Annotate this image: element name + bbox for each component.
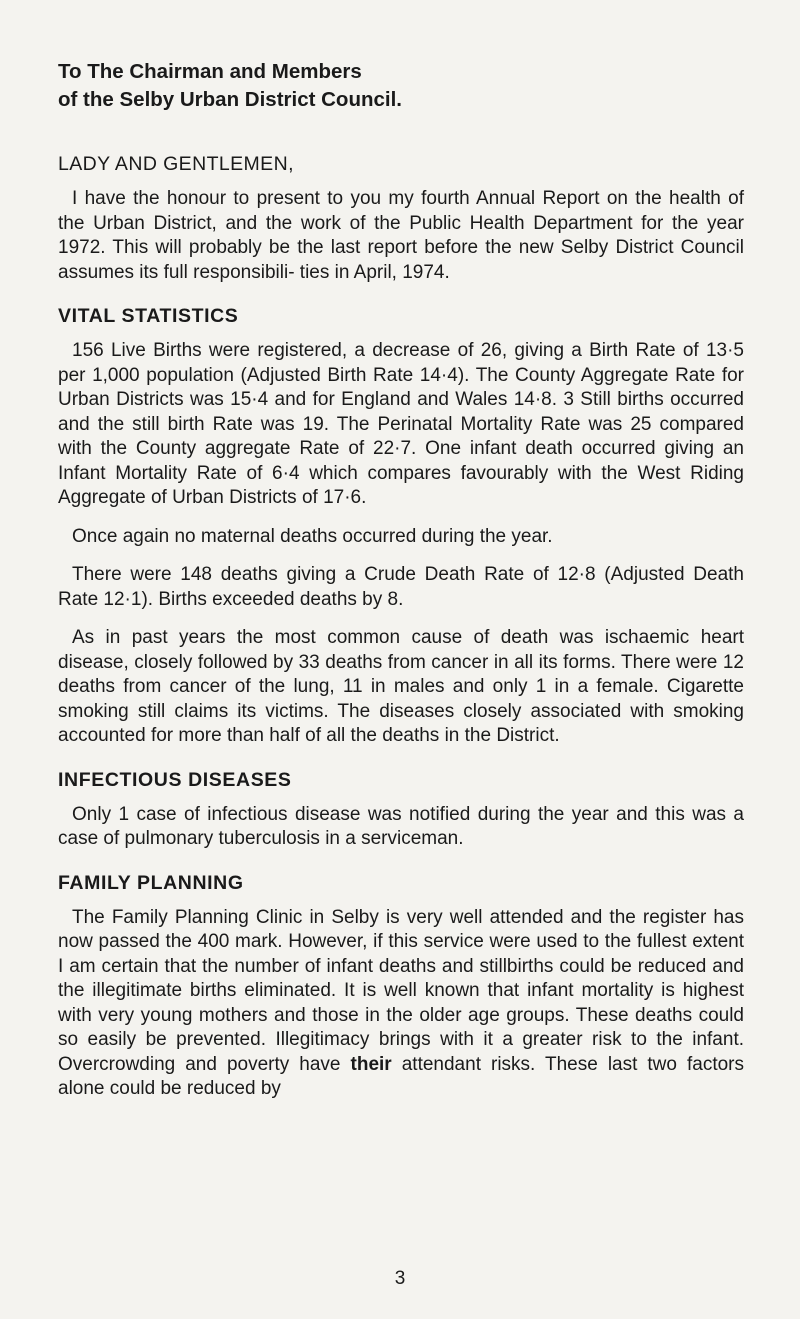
addressee-line-2: of the Selby Urban District Council.: [58, 88, 402, 111]
family-planning-heading: FAMILY PLANNING: [58, 871, 244, 894]
addressee-line-1: To The Chairman and Members: [58, 60, 362, 83]
page-number: 3: [394, 1268, 406, 1289]
vital-statistics-paragraph: 156 Live Births were registered, a decrease of 26, giving a Birth Rate of 13·5 per 1,000 population (Adjusted Birth Rate 14·4). The County Aggregate Rate for Urban Districts was 15·4 and for England and Wales 14·8. 3 Still births occurred and the still birth Rate was 19. The Perinatal Mortality Rate was 25 compared with the County aggregate Rate of 22·7. One infant death occurred giving an Infant Mortality Rate of 6·4 which compares favourably with the West Riding Aggregate of Urban Districts of 17·6.: [58, 340, 744, 508]
family-planning-text-before: The Family Planning Clinic in Selby is very well attended and the register has now passed the 400 mark. However, if this service were used to the fullest extent I am certain that the number of infant deaths and stillbirths could be reduced and the illegitimate births eliminated. It is well known that infant mortality is highest with very young mothers and those in the older age groups. These deaths could so easily be prevented. Illegitimacy brings with it a greater risk to the infant. Overcrowding and poverty have: [58, 906, 744, 1075]
vital-statistics-paragraph: Once again no maternal deaths occurred during the year.: [72, 525, 553, 547]
salutation: LADY AND GENTLEMEN,: [58, 153, 294, 175]
vital-statistics-paragraph: As in past years the most common cause of death was ischaemic heart disease, closely followed by 33 deaths from cancer in all its forms. There were 12 deaths from cancer of the lung, 11 in males and only 1 in a female. Cigarette smoking still claims its victims. The diseases closely associated with smoking accounted for more than half of all the deaths in the District.: [58, 627, 744, 746]
family-planning-text-after: attendant risks. These last two factors alone could be reduced by: [58, 1053, 745, 1099]
vital-statistics-heading: VITAL STATISTICS: [58, 305, 239, 327]
family-planning-emphasis: their: [350, 1053, 392, 1075]
family-planning-paragraph: [58, 906, 744, 1102]
report-page: [58, 58, 744, 1116]
intro-paragraph: I have the honour to present to you my fourth Annual Report on the health of the Urban District, and the work of the Public Health Department for the year 1972. This will probably be the last report before the new Selby District Council assumes its full responsibili- ties in April, 1974.: [58, 188, 744, 283]
infectious-diseases-paragraph: Only 1 case of infectious disease was notified during the year and this was a case of pulmonary tuberculosis in a serviceman.: [58, 803, 744, 849]
infectious-diseases-heading: INFECTIOUS DISEASES: [58, 768, 292, 791]
vital-statistics-paragraph: There were 148 deaths giving a Crude Death Rate of 12·8 (Adjusted Death Rate 12·1). Births exceeded deaths by 8.: [58, 564, 744, 610]
